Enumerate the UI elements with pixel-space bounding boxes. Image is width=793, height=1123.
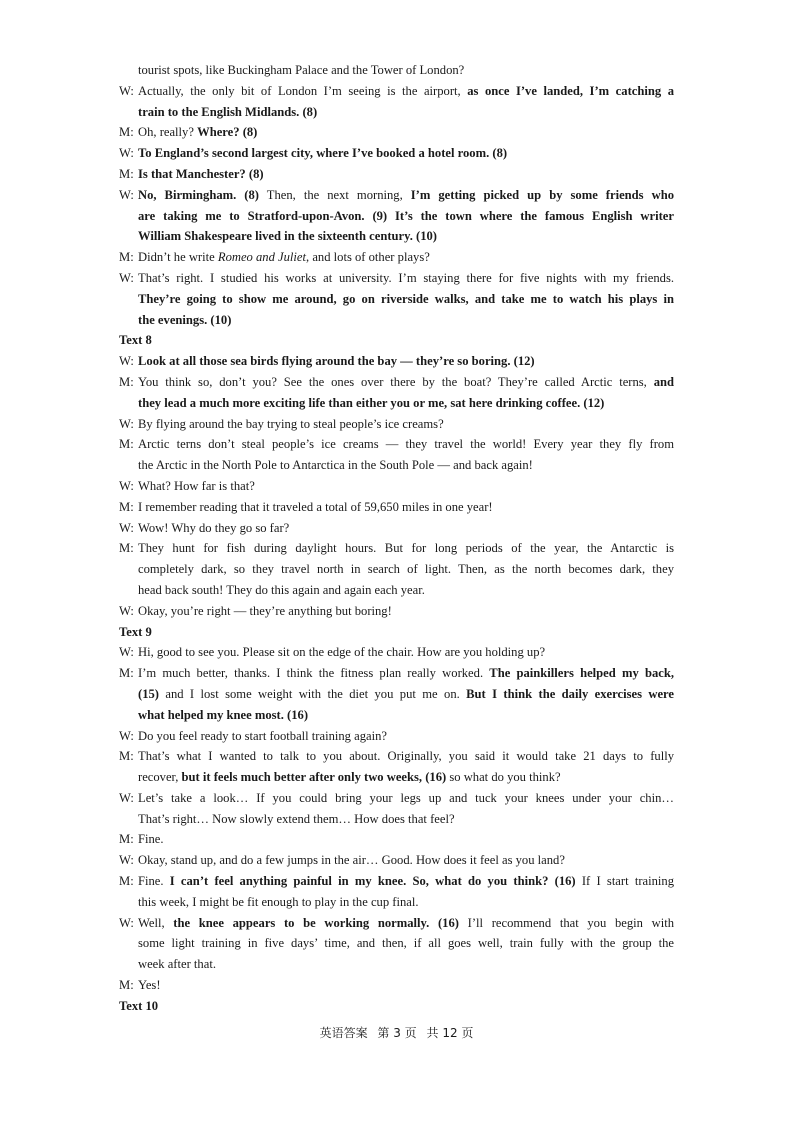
dialogue-continuation-line <box>119 60 674 81</box>
plain-text: Wow! Why do they go so far? <box>138 520 290 535</box>
speaker-label: M: <box>119 499 134 514</box>
bold-answer-text: train to the English Midlands. (8) <box>138 104 318 119</box>
dialogue-line <box>119 414 674 435</box>
dialogue-line <box>119 975 674 996</box>
line-text <box>119 999 158 1013</box>
dialogue-continuation-line <box>119 102 674 123</box>
plain-text: and I lost some weight with the diet you put me on. <box>158 686 467 701</box>
section-heading <box>119 330 674 351</box>
plain-text: That’s right… Now slowly extend them… How does that feel? <box>138 811 455 826</box>
dialogue-line <box>119 746 674 767</box>
line-text <box>138 476 674 497</box>
bold-answer-text: Text 8 <box>119 333 152 348</box>
bold-answer-text: Look at all those sea birds flying around the bay — they’re so boring. (12) <box>138 354 535 369</box>
line-text <box>138 538 674 559</box>
line-text <box>138 954 674 975</box>
plain-text: so what do you think? <box>446 770 561 785</box>
speaker-label: M: <box>119 832 134 847</box>
answer-transcript <box>119 60 674 1017</box>
line-text <box>138 310 674 331</box>
plain-text: I’ll recommend that you begin with <box>458 915 674 930</box>
line-text <box>138 497 674 518</box>
bold-answer-text: Text 10 <box>119 998 159 1013</box>
speaker-label: W: <box>119 790 134 805</box>
line-text <box>138 850 674 871</box>
footer-total-pages: 共 12 页 <box>426 1026 474 1040</box>
bold-answer-text: They’re going to show me around, go on riverside walks, and take me to watch his plays in <box>138 291 674 306</box>
plain-text: Well, <box>138 915 174 930</box>
dialogue-continuation-line <box>119 226 674 247</box>
bold-answer-text: No, Birmingham. (8) <box>138 187 259 202</box>
speaker-label: W: <box>119 603 134 618</box>
speaker-label: W: <box>119 270 134 285</box>
dialogue-continuation-line <box>119 455 674 476</box>
plain-text: I remember reading that it traveled a total of 59,650 miles in one year! <box>138 499 493 514</box>
speaker-label: W: <box>119 645 134 660</box>
line-text <box>138 434 674 455</box>
plain-text: They hunt for fish during daylight hours. But for long periods of the year, the Antarctic is <box>138 541 674 556</box>
plain-text: recover, <box>138 770 182 785</box>
line-text <box>138 892 674 913</box>
speaker-label: M: <box>119 374 134 389</box>
plain-text: Yes! <box>138 978 161 993</box>
line-text <box>138 60 674 81</box>
dialogue-line <box>119 913 674 934</box>
dialogue-line <box>119 871 674 892</box>
dialogue-continuation-line <box>119 954 674 975</box>
speaker-label: M: <box>119 166 134 181</box>
bold-answer-text: The painkillers helped my back, <box>489 666 674 681</box>
bold-answer-text: But I think the daily exercises were <box>466 686 674 701</box>
plain-text: completely dark, so they travel north in search of light. Then, as the north becomes dark, they <box>138 562 674 577</box>
section-heading <box>119 622 674 643</box>
line-text <box>138 351 674 372</box>
section-heading <box>119 996 674 1017</box>
line-text <box>138 871 674 892</box>
line-text <box>138 185 674 206</box>
plain-text: What? How far is that? <box>138 478 255 493</box>
bold-answer-text: Is that Manchester? (8) <box>138 166 264 181</box>
bold-answer-text: are taking me to Stratford-upon-Avon. (9) It’s the town where the famous English writer <box>138 208 674 223</box>
line-text <box>138 705 674 726</box>
dialogue-line <box>119 601 674 622</box>
line-text <box>138 518 674 539</box>
plain-text: By flying around the bay trying to steal people’s ice creams? <box>138 416 444 431</box>
bold-answer-text: I’m getting picked up by some friends who <box>410 187 674 202</box>
dialogue-line <box>119 642 674 663</box>
dialogue-continuation-line <box>119 559 674 580</box>
bold-answer-text: the evenings. (10) <box>138 312 232 327</box>
line-text <box>138 684 674 705</box>
bold-answer-text: Where? (8) <box>197 125 258 140</box>
line-text <box>138 580 674 601</box>
line-text <box>138 143 674 164</box>
line-text <box>138 372 674 393</box>
plain-text: the Arctic in the North Pole to Antarctica in the South Pole — and back again! <box>138 458 533 473</box>
page-footer <box>0 1024 793 1041</box>
dialogue-line <box>119 268 674 289</box>
line-text <box>138 226 674 247</box>
line-text <box>138 102 674 123</box>
line-text <box>138 289 674 310</box>
footer-page-number: 第 3 页 <box>377 1026 417 1040</box>
speaker-label: W: <box>119 416 134 431</box>
plain-text: Arctic terns don’t steal people’s ice creams — they travel the world! Every year they fly from <box>138 437 674 452</box>
plain-text: this week, I might be fit enough to play in the cup final. <box>138 894 419 909</box>
dialogue-line <box>119 372 674 393</box>
plain-text: Okay, stand up, and do a few jumps in the air… Good. How does it feel as you land? <box>138 853 565 868</box>
line-text <box>138 975 674 996</box>
speaker-label: W: <box>119 478 134 493</box>
bold-answer-text: what helped my knee most. (16) <box>138 707 309 722</box>
plain-text: , and lots of other plays? <box>306 250 430 265</box>
line-text <box>138 455 674 476</box>
line-text <box>138 393 674 414</box>
speaker-label: W: <box>119 853 134 868</box>
speaker-label: M: <box>119 250 134 265</box>
dialogue-line <box>119 518 674 539</box>
plain-text: Then, the next morning, <box>258 187 411 202</box>
plain-text: head back south! They do this again and again each year. <box>138 582 425 597</box>
plain-text: I’m much better, thanks. I think the fitness plan really worked. <box>138 666 490 681</box>
speaker-label: M: <box>119 978 134 993</box>
speaker-label: M: <box>119 541 134 556</box>
line-text <box>138 829 674 850</box>
line-text <box>138 247 674 268</box>
line-text <box>138 809 674 830</box>
speaker-label: W: <box>119 83 134 98</box>
dialogue-line <box>119 476 674 497</box>
plain-text: some light training in five days’ time, and then, if all goes well, train fully with the group the <box>138 936 674 951</box>
speaker-label: W: <box>119 520 134 535</box>
dialogue-continuation-line <box>119 684 674 705</box>
plain-text: Let’s take a look… If you could bring your legs up and tuck your knees under your chin… <box>138 790 674 805</box>
italic-title-text: Romeo and Juliet <box>217 250 307 265</box>
bold-answer-text: and <box>653 374 674 389</box>
dialogue-line <box>119 247 674 268</box>
line-text <box>119 333 152 347</box>
line-text <box>119 625 152 639</box>
speaker-label: M: <box>119 666 134 681</box>
bold-answer-text: I can’t feel anything painful in my knee. So, what do you think? (16) <box>169 874 576 889</box>
speaker-label: M: <box>119 874 134 889</box>
dialogue-line <box>119 351 674 372</box>
line-text <box>138 559 674 580</box>
dialogue-line <box>119 788 674 809</box>
dialogue-line <box>119 538 674 559</box>
speaker-label: M: <box>119 749 134 764</box>
line-text <box>138 746 674 767</box>
dialogue-continuation-line <box>119 809 674 830</box>
line-text <box>138 726 674 747</box>
dialogue-continuation-line <box>119 393 674 414</box>
bold-answer-text: the knee appears to be working normally. (16) <box>173 915 459 930</box>
dialogue-line <box>119 497 674 518</box>
line-text <box>138 642 674 663</box>
footer-label: 英语答案 <box>319 1026 368 1040</box>
bold-answer-text: Text 9 <box>119 624 152 639</box>
dialogue-continuation-line <box>119 206 674 227</box>
plain-text: Actually, the only bit of London I’m seeing is the airport, <box>138 83 468 98</box>
bold-answer-text: as once I’ve landed, I’m catching a <box>467 83 674 98</box>
dialogue-line <box>119 81 674 102</box>
dialogue-line <box>119 663 674 684</box>
bold-answer-text: they lead a much more exciting life than either you or me, sat here drinking coffee. (12) <box>138 395 605 410</box>
bold-answer-text: William Shakespeare lived in the sixteenth century. (10) <box>138 229 437 244</box>
bold-answer-text: (15) <box>138 686 159 701</box>
dialogue-line <box>119 829 674 850</box>
plain-text: Okay, you’re right — they’re anything but boring! <box>138 603 392 618</box>
plain-text: You think so, don’t you? See the ones over there by the boat? They’re called Arctic terns, <box>138 374 654 389</box>
line-text <box>138 122 674 143</box>
plain-text: Fine. <box>138 832 164 847</box>
dialogue-continuation-line <box>119 289 674 310</box>
plain-text: Hi, good to see you. Please sit on the edge of the chair. How are you holding up? <box>138 645 546 660</box>
line-text <box>138 81 674 102</box>
speaker-label: W: <box>119 728 134 743</box>
plain-text: Do you feel ready to start football training again? <box>138 728 387 743</box>
speaker-label: W: <box>119 187 134 202</box>
plain-text: Oh, really? <box>138 125 198 140</box>
bold-answer-text: but it feels much better after only two weeks, (16) <box>181 770 447 785</box>
dialogue-continuation-line <box>119 310 674 331</box>
plain-text: tourist spots, like Buckingham Palace and the Tower of London? <box>138 63 465 77</box>
line-text <box>138 601 674 622</box>
plain-text: If I start training <box>575 874 675 889</box>
line-text <box>138 767 674 788</box>
plain-text: That’s what I wanted to talk to you about. Originally, you said it would take 21 days to fully <box>138 749 674 764</box>
speaker-label: M: <box>119 437 134 452</box>
speaker-label: W: <box>119 354 134 369</box>
line-text <box>138 414 674 435</box>
line-text <box>138 933 674 954</box>
speaker-label: M: <box>119 125 134 140</box>
plain-text: That’s right. I studied his works at university. I’m staying there for five nights with my friends. <box>138 270 674 285</box>
dialogue-line <box>119 850 674 871</box>
dialogue-line <box>119 434 674 455</box>
line-text <box>138 788 674 809</box>
dialogue-continuation-line <box>119 705 674 726</box>
dialogue-line <box>119 122 674 143</box>
dialogue-line <box>119 185 674 206</box>
dialogue-line <box>119 143 674 164</box>
dialogue-continuation-line <box>119 580 674 601</box>
dialogue-continuation-line <box>119 933 674 954</box>
line-text <box>138 913 674 934</box>
line-text <box>138 206 674 227</box>
bold-answer-text: To England’s second largest city, where I’ve booked a hotel room. (8) <box>138 146 508 161</box>
line-text <box>138 268 674 289</box>
plain-text: Didn’t he write <box>138 250 218 265</box>
plain-text: week after that. <box>138 957 216 972</box>
dialogue-continuation-line <box>119 892 674 913</box>
plain-text: Fine. <box>138 874 170 889</box>
dialogue-continuation-line <box>119 767 674 788</box>
line-text <box>138 663 674 684</box>
dialogue-line <box>119 164 674 185</box>
speaker-label: W: <box>119 146 134 161</box>
dialogue-line <box>119 726 674 747</box>
speaker-label: W: <box>119 915 134 930</box>
line-text <box>138 164 674 185</box>
